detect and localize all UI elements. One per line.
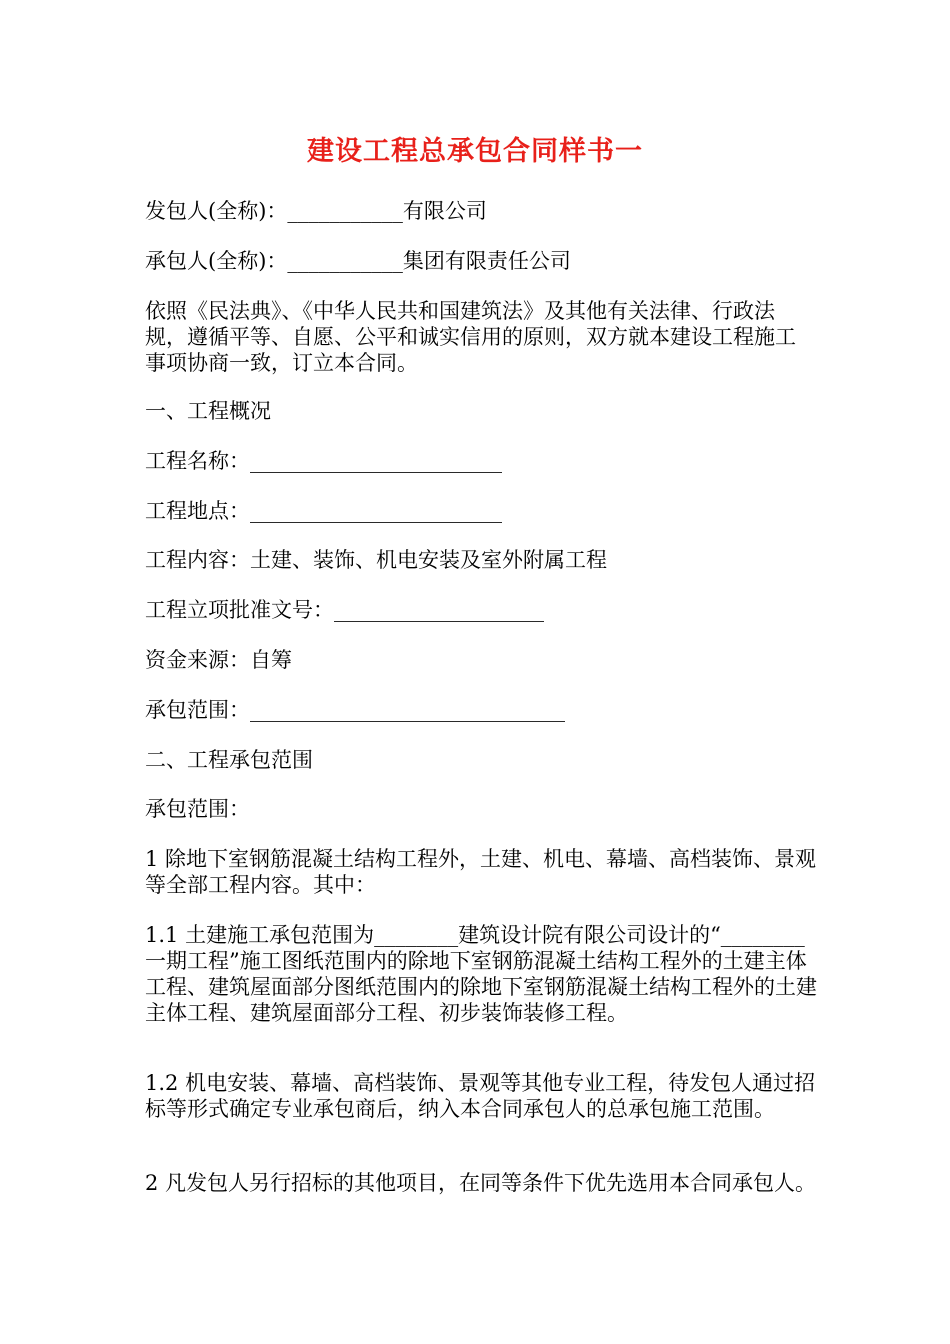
preamble-paragraph: 依照《民法典》、《中华人民共和国建筑法》及其他有关法律、行政法规，遵循平等、自愿、公平和诚实信用的原则，双方就本建设工程施工事项协商一致，订立本合同。 bbox=[145, 299, 796, 375]
scope-item-1-2: 1.2 机电安装、幕墙、高档装饰、景观等其他专业工程，待发包人通过招标等形式确定专业承包商后，纳入本合同承包人的总承包施工范围。 bbox=[145, 1071, 816, 1121]
funding-source-line: 资金来源：自筹 bbox=[145, 648, 292, 672]
scope-item-2: 2 凡发包人另行招标的其他项目，在同等条件下优先选用本合同承包人。 bbox=[145, 1171, 817, 1195]
section-heading-scope: 二、工程承包范围 bbox=[145, 748, 313, 772]
party-a-line: 发包人(全称)：___________有限公司 bbox=[145, 199, 487, 223]
document-title: 建设工程总承包合同样书一 bbox=[307, 136, 643, 167]
section-heading-overview: 一、工程概况 bbox=[145, 399, 271, 423]
project-content-line: 工程内容：土建、装饰、机电安装及室外附属工程 bbox=[145, 548, 607, 572]
scope-item-1: 1 除地下室钢筋混凝土结构工程外，土建、机电、幕墙、高档装饰、景观等全部工程内容。其中： bbox=[145, 847, 817, 897]
project-location-line: 工程地点：________________________ bbox=[145, 499, 502, 523]
scope-label-line: 承包范围： bbox=[145, 797, 250, 821]
approval-number-line: 工程立项批准文号：____________________ bbox=[145, 598, 544, 622]
party-b-line: 承包人(全称)：___________集团有限责任公司 bbox=[145, 249, 571, 273]
contract-scope-line: 承包范围：______________________________ bbox=[145, 698, 565, 722]
scope-item-1-1: 1.1 土建施工承包范围为________建筑设计院有限公司设计的“________一期工程”施工图纸范围内的除地下室钢筋混凝土结构工程外的土建主体工程、建筑屋面部分图纸范围内的除地下室钢筋混凝土结构工程外的土建主体工程、建筑屋面部分工程、初步装饰装修工程。 bbox=[145, 923, 817, 1025]
project-name-line: 工程名称：________________________ bbox=[145, 449, 502, 473]
